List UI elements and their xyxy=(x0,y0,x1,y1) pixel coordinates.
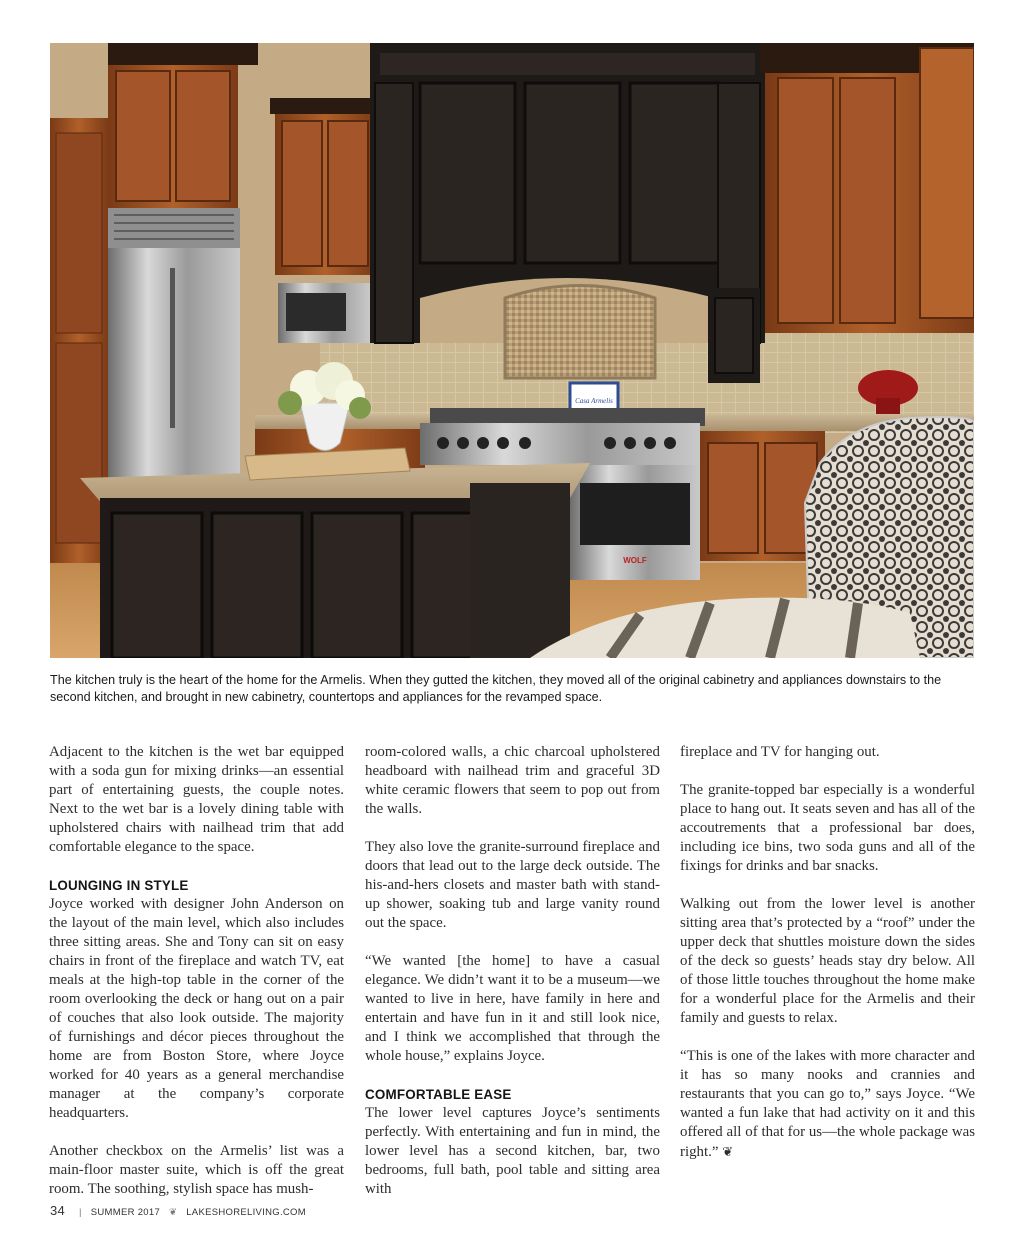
body-paragraph: fireplace and TV for hanging out. xyxy=(680,744,880,760)
kitchen-photo xyxy=(50,43,974,658)
body-paragraph: room-colored walls, a chic charcoal upholstered headboard with nailhead trim and graceful 3D white ceramic flowers that seem to pop out from the walls. xyxy=(365,744,660,817)
end-mark-icon: ❦ xyxy=(722,1144,734,1159)
body-paragraph: Another checkbox on the Armelis’ list was a main-floor master suite, which is off the great room. The soothing, stylish space has mush- xyxy=(49,1143,344,1197)
kitchen-illustration xyxy=(50,43,974,658)
closing-paragraph-text: “This is one of the lakes with more character and it has so many nooks and crannies and restaurants that you can go to,” says Joyce. “We wanted a fun lake that had activity on it and this offered all of that for us—the whole package was right.” xyxy=(680,1048,975,1160)
body-paragraph: Adjacent to the kitchen is the wet bar equipped with a soda gun for mixing drinks—an essential part of entertaining guests, the couple notes. Next to the wet bar is a lovely dining table with upholstered chairs with nailhead trim that add comfortable elegance to the space. xyxy=(49,744,344,855)
range-brand: WOLF xyxy=(623,556,647,565)
footer-ornament-icon: ❦ xyxy=(169,1207,178,1218)
section-heading: COMFORTABLE EASE xyxy=(365,1087,512,1102)
article-column-1 xyxy=(49,743,344,1199)
body-paragraph: “We wanted [the home] to have a casual elegance. We didn’t want it to be a museum—we wanted to live in here, have family in here and entertain and have fun in it and still look nice, and I think we accomplished that through the whole house,” explains Joyce. xyxy=(365,953,660,1064)
photo-caption: The kitchen truly is the heart of the home for the Armelis. When they gutted the kitchen, they moved all of the original cabinetry and appliances downstairs to the second kitchen, and brought in new cabinetry, countertops and appliances for the revamped space. xyxy=(50,673,942,704)
body-paragraph: The lower level captures Joyce’s sentiments perfectly. With entertaining and fun in mind, the lower level has a second kitchen, bar, two bedrooms, full bath, pool table and sitting area with xyxy=(365,1105,660,1197)
article-column-2 xyxy=(365,743,660,1199)
section-heading: LOUNGING IN STYLE xyxy=(49,878,189,893)
body-paragraph: Walking out from the lower level is another sitting area that’s protected by a “roof” under the upper deck that shuttles moisture down the sides of the deck so guests’ heads stay dry below. All of those little touches throughout the home make for a wonderful place for the Armelis and their family and guests to relax. xyxy=(680,896,975,1026)
tile-sign-text: Casa Armelis xyxy=(575,397,613,405)
page-number: 34 xyxy=(50,1203,66,1218)
body-paragraph: The granite-topped bar especially is a wonderful place to hang out. It seats seven and has all of the accoutrements that a professional bar does, including ice bins, two soda guns and all of the fixings for drinks and bar snacks. xyxy=(680,782,975,874)
issue-label: SUMMER 2017 xyxy=(90,1207,161,1218)
footer-separator: | xyxy=(79,1207,82,1218)
closing-paragraph xyxy=(680,1047,975,1162)
website-label: LAKESHORELIVING.COM xyxy=(186,1207,306,1218)
article-column-3 xyxy=(680,743,975,1162)
page-footer xyxy=(50,1203,306,1218)
body-paragraph: Joyce worked with designer John Anderson on the layout of the main level, which also includes three sitting areas. She and Tony can sit on easy chairs in front of the fireplace and watch TV, eat meals at the high-top table in the corner of the room overlooking the deck or hang out on a pair of couches that also look outside. The majority of furnishings and décor pieces throughout the home are from Boston Store, where Joyce worked for 40 years as a general merchandise manager at the company’s corporate headquarters. xyxy=(49,896,344,1121)
body-paragraph: They also love the granite-surround fireplace and doors that lead out to the large deck outside. The his-and-hers closets and master bath with stand-up shower, soaking tub and large vanity round out the space. xyxy=(365,839,660,931)
